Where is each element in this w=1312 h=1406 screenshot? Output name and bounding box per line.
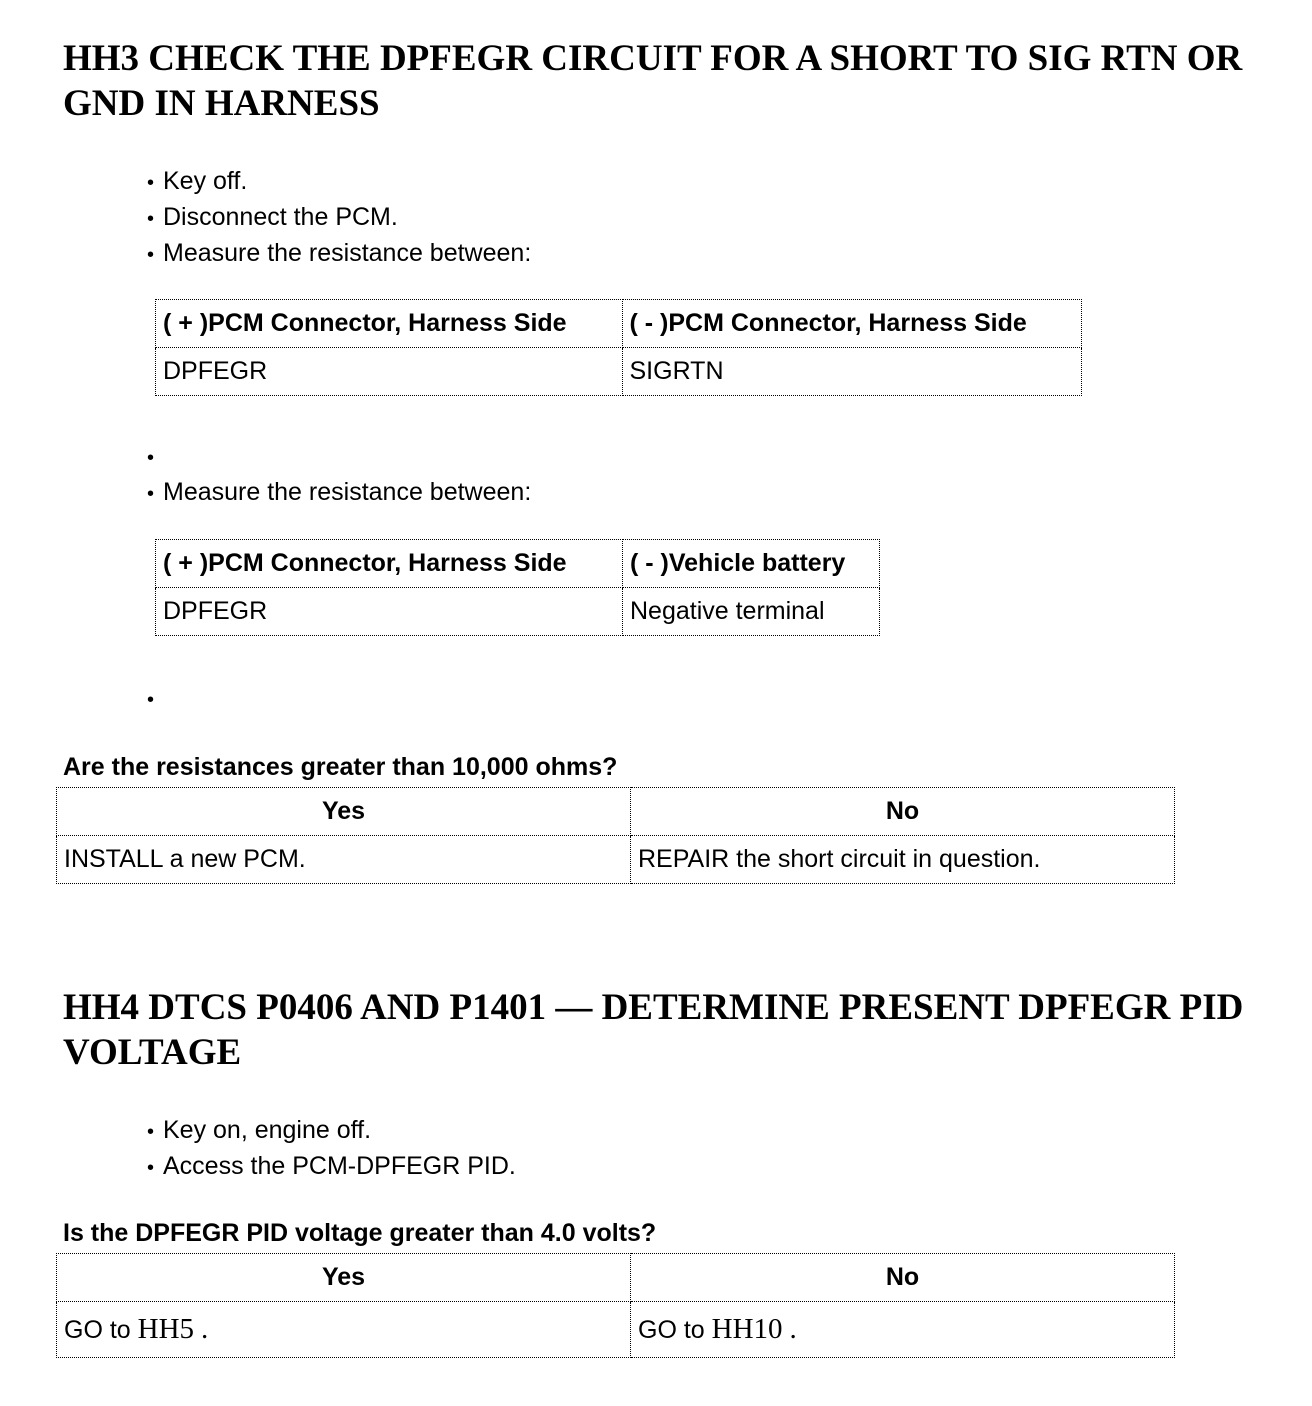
step: • Disconnect the PCM. bbox=[147, 200, 531, 236]
hh3-steps-2 bbox=[147, 439, 531, 511]
go-to-text: GO to bbox=[64, 1316, 131, 1344]
yes-action: INSTALL a new PCM. bbox=[57, 836, 631, 884]
punctuation: . bbox=[200, 1313, 209, 1345]
no-action bbox=[631, 1302, 1175, 1358]
hh3-decision-table bbox=[56, 787, 1175, 884]
column-header: ( - )PCM Connector, Harness Side bbox=[622, 300, 1082, 348]
yes-header: Yes bbox=[57, 1254, 631, 1302]
step bbox=[147, 681, 170, 717]
link-hh5[interactable]: HH5 bbox=[137, 1313, 195, 1345]
step: • Measure the resistance between: bbox=[147, 475, 531, 511]
yes-header: Yes bbox=[57, 788, 631, 836]
table-cell: DPFEGR bbox=[156, 588, 623, 636]
column-header: ( + )PCM Connector, Harness Side bbox=[156, 300, 623, 348]
hh3-steps-3 bbox=[147, 681, 170, 717]
go-to-text: GO to bbox=[638, 1316, 705, 1344]
hh4-heading: HH4 DTCS P0406 AND P1401 — DETERMINE PRESENT DPFEGR PID VOLTAGE bbox=[63, 987, 1244, 1073]
column-header: ( - )Vehicle battery bbox=[622, 540, 879, 588]
step: • Key off. bbox=[147, 164, 531, 200]
column-header: ( + )PCM Connector, Harness Side bbox=[156, 540, 623, 588]
table-cell: Negative terminal bbox=[622, 588, 879, 636]
punctuation: . bbox=[789, 1313, 797, 1345]
hh3-heading: HH3 CHECK THE DPFEGR CIRCUIT FOR A SHORT TO SIG RTN OR GND IN HARNESS bbox=[63, 38, 1243, 124]
no-action: REPAIR the short circuit in question. bbox=[631, 836, 1175, 884]
hh3-question: Are the resistances greater than 10,000 ohms? bbox=[63, 753, 618, 781]
no-header: No bbox=[631, 788, 1175, 836]
hh4-decision-table bbox=[56, 1253, 1175, 1358]
resistance-table-2 bbox=[155, 539, 880, 636]
link-hh10[interactable]: HH10 bbox=[711, 1313, 783, 1345]
hh4-steps bbox=[147, 1113, 516, 1185]
table-cell: SIGRTN bbox=[622, 348, 1082, 396]
step bbox=[147, 439, 531, 475]
yes-action bbox=[57, 1302, 631, 1358]
no-header: No bbox=[631, 1254, 1175, 1302]
resistance-table-1 bbox=[155, 299, 1082, 396]
table-cell: DPFEGR bbox=[156, 348, 623, 396]
step: • Access the PCM-DPFEGR PID. bbox=[147, 1149, 516, 1185]
hh4-question: Is the DPFEGR PID voltage greater than 4.0 volts? bbox=[63, 1219, 657, 1247]
step: • Measure the resistance between: bbox=[147, 236, 531, 272]
hh3-steps bbox=[147, 164, 531, 272]
step: • Key on, engine off. bbox=[147, 1113, 516, 1149]
